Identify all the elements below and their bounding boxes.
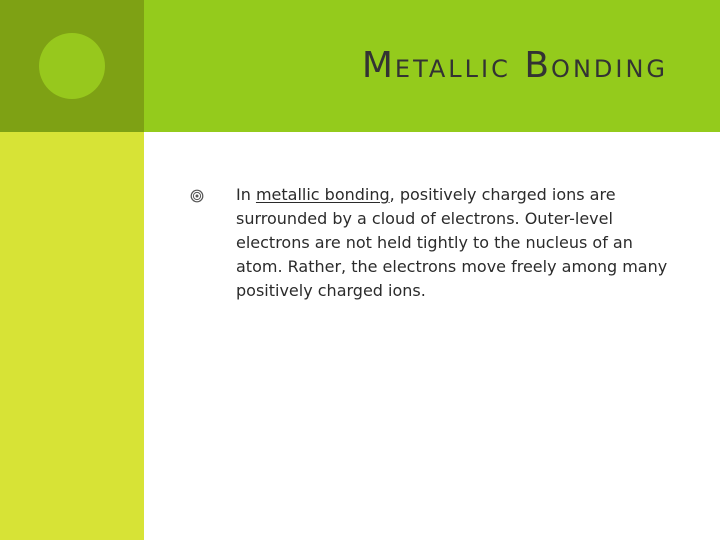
bullet-text bbox=[236, 183, 676, 303]
content-area bbox=[190, 183, 680, 303]
key-term: metallic bonding bbox=[255, 185, 390, 204]
title-word-2-rest: ONDING bbox=[551, 55, 668, 83]
corner-circle-decoration bbox=[39, 33, 105, 99]
bullseye-bullet-icon bbox=[190, 188, 204, 202]
bullet-text-before: In bbox=[236, 185, 256, 204]
title-word-1-rest: ETALLIC bbox=[394, 55, 511, 83]
bullet-text-after: , positively charged ions are surrounded by a cloud of electrons. Outer-level electrons are not held tightly to the nucleus of an atom. Rather, the electrons move freely among many positively charged ions. bbox=[236, 185, 668, 300]
corner-block bbox=[0, 0, 144, 132]
title-initial-m: M bbox=[361, 45, 395, 86]
slide-title bbox=[362, 46, 668, 89]
title-band bbox=[144, 0, 720, 132]
title-initial-b: B bbox=[524, 45, 552, 86]
